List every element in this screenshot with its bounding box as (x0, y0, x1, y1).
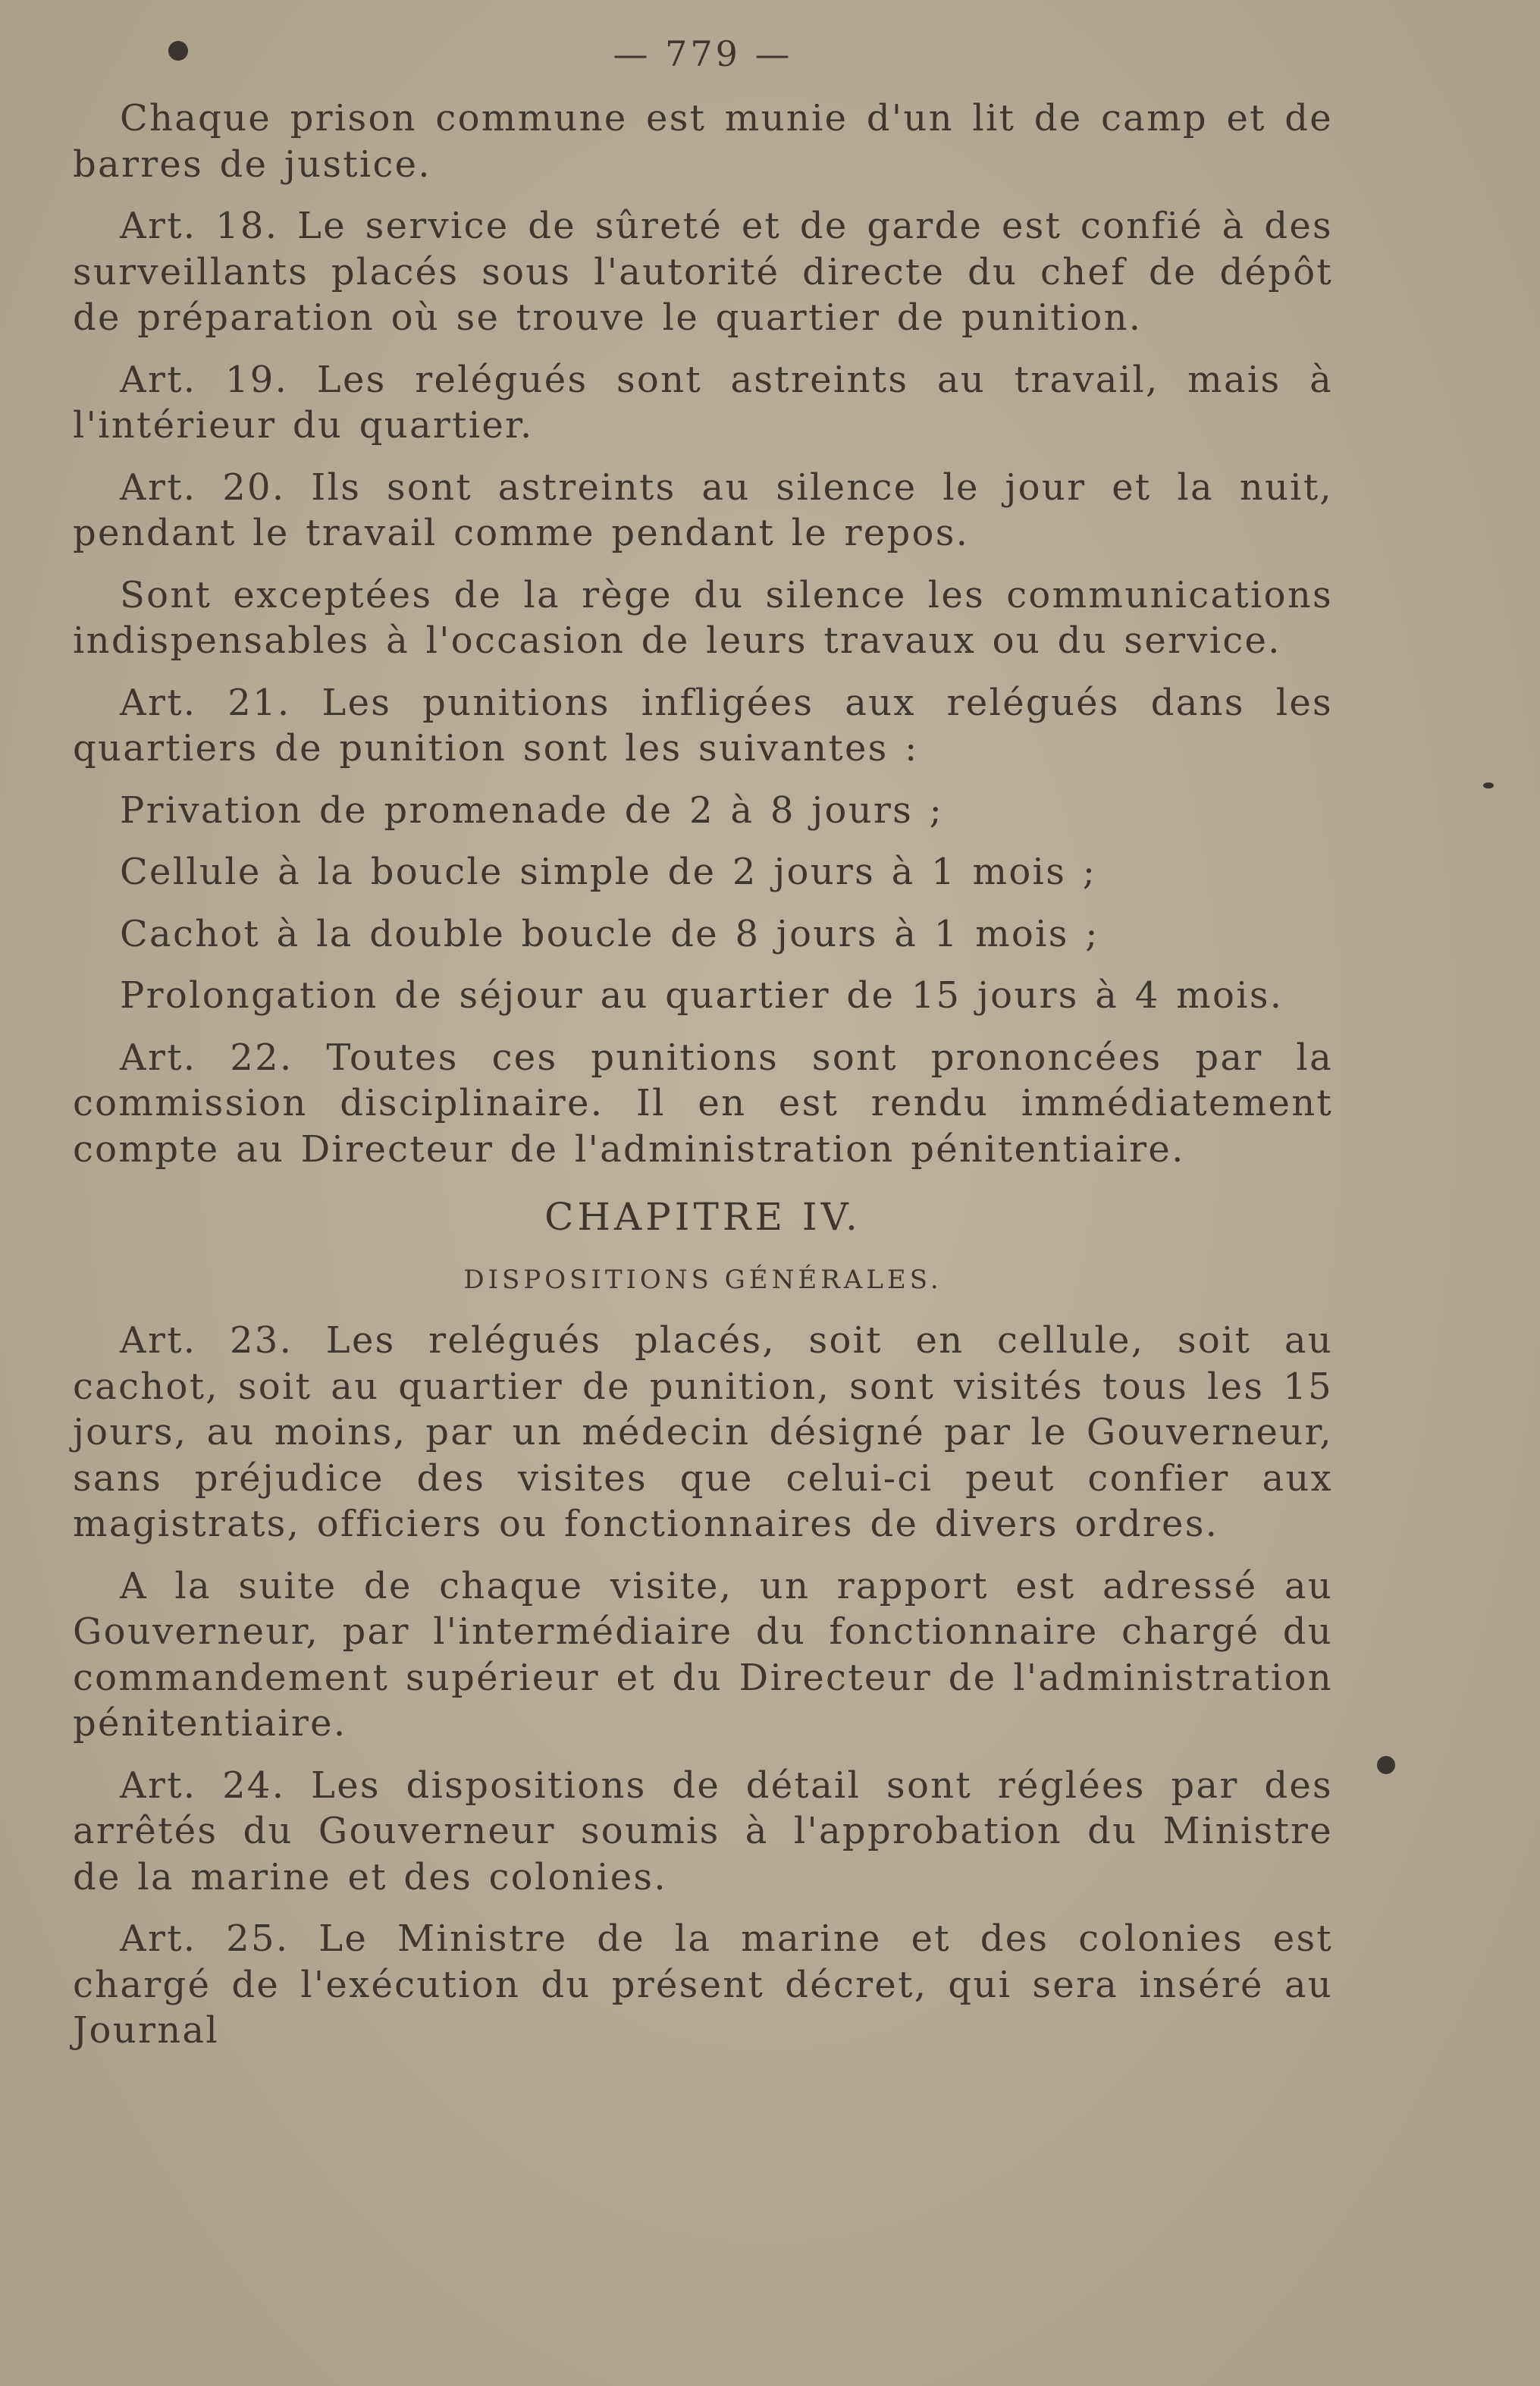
list-item-punishment: Privation de promenade de 2 à 8 jours ; (120, 789, 944, 832)
list-item-punishment: Cellule à la boucle simple de 2 jours à 1 mois ; (120, 851, 1097, 893)
paragraph: Chaque prison commune est munie d'un lit de camp et de barres de justice. (73, 97, 1333, 186)
paragraph: A la suite de chaque visite, un rapport est adressé au Gouverneur, par l'intermédiaire du fonctionnaire chargé du commandement supérieur et du Directeur de l'administration pénitentiaire. (73, 1564, 1333, 1745)
paragraph-art-25: Art. 25. Le Ministre de la marine et des colonies est chargé de l'exécution du présent décret, qui sera inséré au Journal (73, 1917, 1333, 2052)
page-number: — 779 — (613, 33, 793, 74)
paragraph-art-19: Art. 19. Les relégués sont astreints au travail, mais à l'intérieur du quartier. (73, 358, 1333, 447)
paragraph-art-24: Art. 24. Les dispositions de détail sont réglées par des arrêtés du Gouverneur soumis à l'approbation du Ministre de la marine et des colonies. (73, 1764, 1333, 1898)
paragraph: Sont exceptées de la rège du silence les communications indispensables à l'occasion de leurs travaux ou du service. (73, 573, 1333, 662)
page-text (73, 33, 1333, 2070)
paragraph-art-18: Art. 18. Le service de sûreté et de garde est confié à des surveillants placés sous l'autorité directe du chef de dépôt de préparation où se trouve le quartier de punition. (73, 205, 1333, 339)
ink-spot-margin (1483, 782, 1494, 789)
section-title: DISPOSITIONS GÉNÉRALES. (463, 1265, 943, 1295)
chapter-title: CHAPITRE IV. (544, 1195, 861, 1239)
paragraph-art-20: Art. 20. Ils sont astreints au silence le jour et la nuit, pendant le travail comme pendant le repos. (73, 466, 1333, 554)
paragraph-art-22: Art. 22. Toutes ces punitions sont prononcées par la commission disciplinaire. Il en est rendu immédiatement compte au Directeur de l'administration pénitentiaire. (73, 1036, 1333, 1171)
paragraph-art-21: Art. 21. Les punitions infligées aux relégués dans les quartiers de punition sont les suivantes : (73, 681, 1333, 770)
paragraph-art-23: Art. 23. Les relégués placés, soit en cellule, soit au cachot, soit au quartier de punition, sont visités tous les 15 jours, au moins, par un médecin désigné par le Gouverneur, sans préjudice des visites que celui-ci peut confier aux magistrats, officiers ou fonctionnaires de divers ordres. (73, 1319, 1333, 1545)
list-item-punishment: Prolongation de séjour au quartier de 15 jours à 4 mois. (120, 974, 1284, 1017)
list-item-punishment: Cachot à la double boucle de 8 jours à 1 mois ; (120, 912, 1099, 955)
ink-spot-right (1377, 1756, 1395, 1774)
